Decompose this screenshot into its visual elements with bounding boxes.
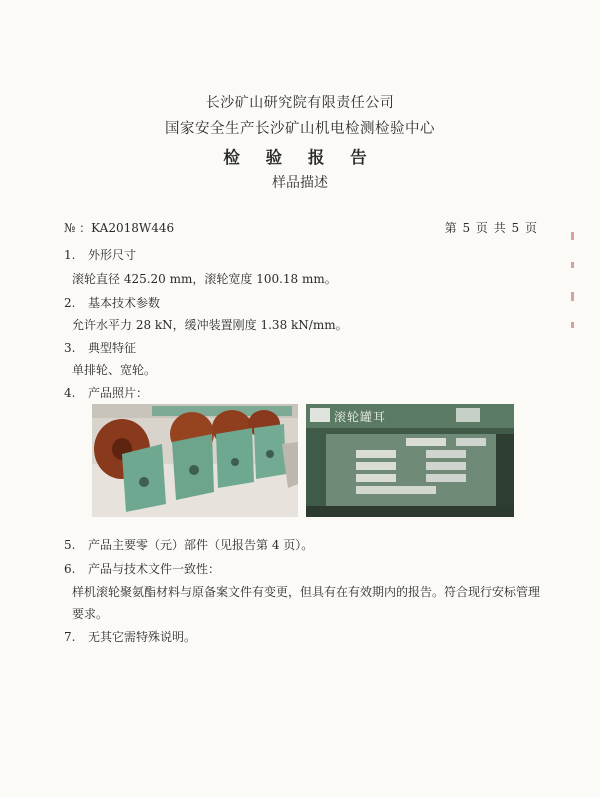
item-5-title <box>64 536 313 553</box>
photo-rollers <box>92 404 298 517</box>
item-2-body: 允许水平力 28 kN，缓冲装置刚度 1.38 kN/mm。 <box>72 318 348 332</box>
item-number: 7. <box>64 630 76 644</box>
item-number: 2. <box>64 296 76 310</box>
item-title: 无其它需特殊说明。 <box>88 630 197 644</box>
item-number: 1. <box>64 248 76 262</box>
item-number: 5. <box>64 538 76 552</box>
center-name: 国家安全生产长沙矿山机电检测检验中心 <box>165 121 435 137</box>
page-info: 第 5 页 共 5 页 <box>444 221 538 235</box>
org-name: 长沙矿山研究院有限责任公司 <box>205 95 395 111</box>
item-1-body: 滚轮直径 425.20 mm，滚轮宽度 100.18 mm。 <box>72 272 337 286</box>
photo-nameplate <box>306 404 514 517</box>
item-number: 4. <box>64 386 76 400</box>
scan-edge-mark <box>571 292 574 301</box>
item-title: 典型特征 <box>88 341 137 355</box>
item-6-title <box>64 560 220 577</box>
report-title: 检 验 报 告 <box>223 148 377 167</box>
report-number: № ：KA2018W446 <box>64 221 175 235</box>
item-number: 3. <box>64 341 76 355</box>
item-4-title <box>64 384 148 401</box>
item-6-body-cont: 要求。 <box>72 607 109 621</box>
scan-edge-mark <box>571 232 574 240</box>
scan-edge-mark <box>571 322 574 328</box>
item-7-title <box>64 628 196 645</box>
item-title: 外形尺寸 <box>88 248 137 262</box>
item-3-title <box>64 339 136 356</box>
item-number: 6. <box>64 562 76 576</box>
item-title: 产品主要零（元）部件（见报告第 4 页）。 <box>88 538 314 552</box>
item-2-title <box>64 294 160 311</box>
roller-photo-image <box>92 404 298 517</box>
section-title: 样品描述 <box>272 175 328 191</box>
item-1-title <box>64 246 136 263</box>
nameplate-brand-text: 滚轮罐耳 <box>334 410 387 424</box>
item-title: 产品照片： <box>88 386 149 400</box>
item-title: 产品与技术文件一致性： <box>88 562 221 576</box>
item-title: 基本技术参数 <box>88 296 161 310</box>
item-3-body: 单排轮、宽轮。 <box>72 363 157 377</box>
item-6-body: 样机滚轮聚氨酯材料与原备案文件有变更，但具有在有效期内的报告。符合现行安标管理 <box>72 585 541 599</box>
scan-edge-mark <box>571 262 574 268</box>
